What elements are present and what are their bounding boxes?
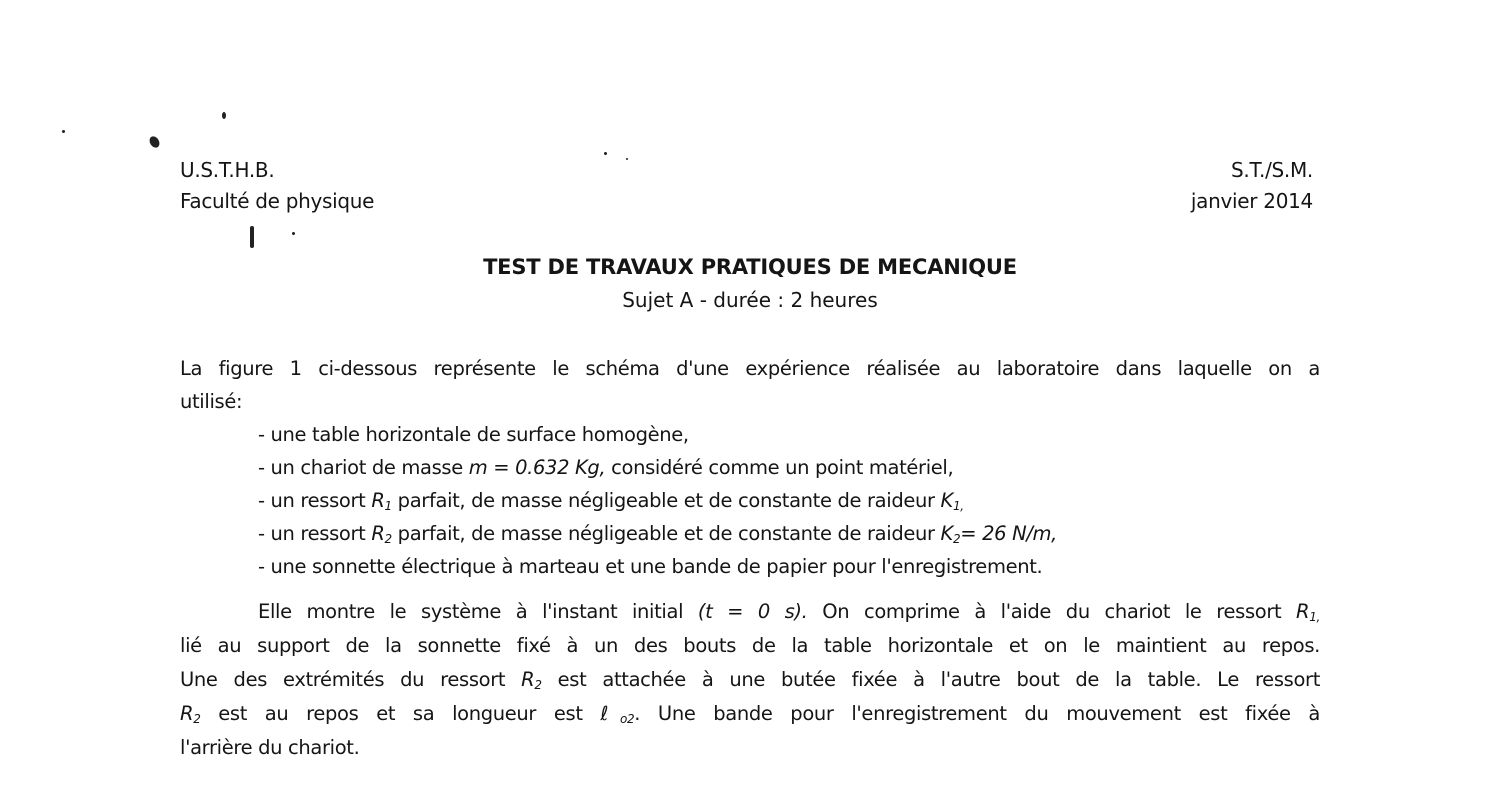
- intro-line-1: La figure 1 ci-dessous représente le schéma d'une expérience réalisée au laboratoire dans laquelle on a: [180, 357, 1320, 380]
- scan-speck: [250, 226, 254, 248]
- scan-speck: [148, 135, 162, 150]
- subscript: 2: [534, 678, 542, 692]
- paragraph-line-1: [258, 600, 1320, 624]
- paragraph-line-4: [180, 702, 1320, 726]
- subscript: 2: [384, 532, 392, 546]
- paragraph-line-2: lié au support de la sonnette fixé à un des bouts de la table horizontale et on le maintient au repos.: [180, 634, 1320, 657]
- paragraph-line-5: l'arrière du chariot.: [180, 736, 360, 759]
- symbol: K: [940, 489, 953, 512]
- symbol: R: [1296, 600, 1310, 623]
- subscript: 1,: [1309, 610, 1320, 624]
- length-symbol: ℓ: [600, 702, 620, 725]
- list-item-bell: - une sonnette électrique à marteau et une bande de papier pour l'enregistrement.: [258, 555, 1043, 578]
- document-title: TEST DE TRAVAUX PRATIQUES DE MECANIQUE: [483, 255, 1017, 279]
- list-item-spring-r1: [258, 489, 964, 513]
- text: parfait, de masse négligeable et de constante de raideur: [391, 489, 941, 512]
- time-value: (t = 0 s).: [697, 600, 808, 623]
- course-code: S.T./S.M.: [1231, 158, 1313, 182]
- text: parfait, de masse négligeable et de constante de raideur: [391, 522, 941, 545]
- stiffness-value: = 26 N/m,: [960, 522, 1058, 545]
- scan-speck: [222, 112, 226, 119]
- text: est au repos et sa longueur est: [200, 702, 601, 725]
- text: - un ressort: [258, 522, 372, 545]
- scan-speck: [62, 130, 65, 133]
- text: . Une bande pour l'enregistrement du mouvement est fixée à: [634, 702, 1320, 725]
- text: Une des extrémités du ressort: [180, 668, 522, 691]
- list-item-spring-r2: [258, 522, 1057, 546]
- scan-speck: [604, 152, 607, 155]
- symbol: K: [940, 522, 953, 545]
- symbol: R: [371, 522, 385, 545]
- subscript: 1,: [952, 499, 964, 513]
- list-item-table: - une table horizontale de surface homogène,: [258, 423, 689, 446]
- symbol: R: [521, 668, 535, 691]
- symbol: R: [371, 489, 385, 512]
- institution-name: U.S.T.H.B.: [180, 158, 275, 182]
- intro-line-2: utilisé:: [180, 390, 243, 413]
- text: considéré comme un point matériel,: [605, 456, 954, 479]
- subscript: 2: [193, 712, 201, 726]
- list-item-chariot: [258, 456, 953, 479]
- subscript: o2: [620, 712, 635, 726]
- subscript: 1: [384, 499, 392, 513]
- mass-value: m = 0.632 Kg,: [468, 456, 606, 479]
- text: Elle montre le système à l'instant initial: [258, 600, 698, 623]
- subscript: 2: [952, 532, 961, 546]
- faculty-name: Faculté de physique: [180, 189, 375, 213]
- paragraph-line-3: [180, 668, 1320, 692]
- document-subtitle: Sujet A - durée : 2 heures: [622, 288, 878, 312]
- symbol: R: [180, 702, 194, 725]
- exam-date: janvier 2014: [1190, 189, 1313, 213]
- text: - un ressort: [258, 489, 372, 512]
- text: est attachée à une butée fixée à l'autre bout de la table. Le ressort: [541, 668, 1320, 691]
- text: - un chariot de masse: [258, 456, 469, 479]
- scan-speck: [292, 232, 295, 235]
- text: On comprime à l'aide du chariot le ressort: [807, 600, 1297, 623]
- scan-speck: [626, 158, 628, 160]
